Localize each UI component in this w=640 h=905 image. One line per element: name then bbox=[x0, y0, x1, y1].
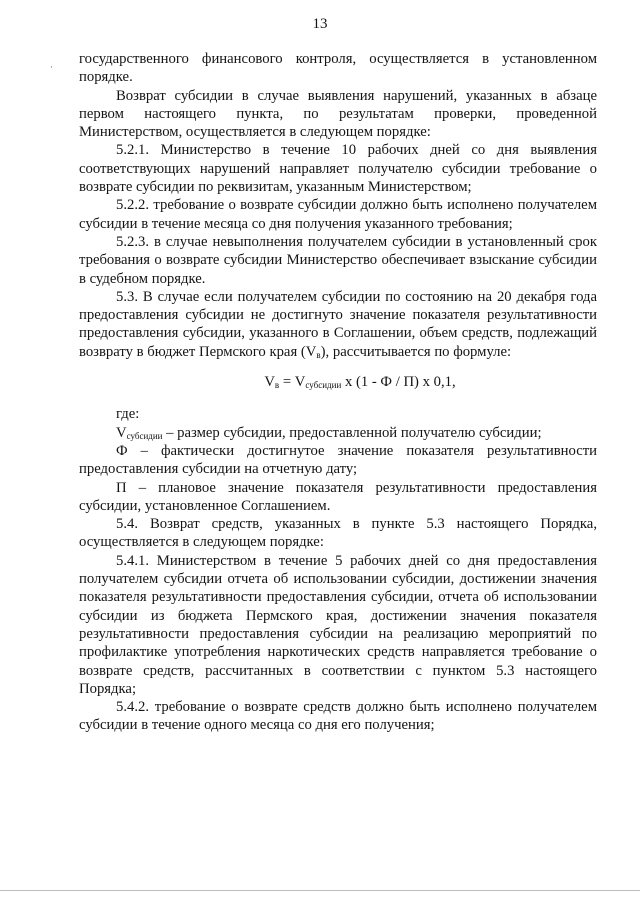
where-label: где: bbox=[116, 406, 140, 423]
scan-mark: · bbox=[50, 62, 53, 72]
formula-v: V bbox=[264, 374, 275, 391]
formula bbox=[79, 373, 597, 391]
paragraph-5-3-text: 5.3. В случае если получателем субсидии по состоянию на 20 декабря года предоставления субсидии не достигнуто значение показателя результативности предоставления субсидии, указанного в Соглашении, объем средств, подлежащий возврату в бюджет Пермского края (V bbox=[79, 288, 597, 360]
paragraph-5-4-2: 5.4.2. требование о возврате средств должно быть исполнено получателем субсидии в течение одного месяца со дня его получения; bbox=[79, 699, 597, 734]
paragraph-continuation: государственного финансового контроля, осуществляется в установленном порядке. bbox=[79, 51, 597, 86]
document-body bbox=[79, 50, 597, 735]
paragraph-5-3 bbox=[79, 288, 597, 361]
paragraph-5-2-3: 5.2.3. в случае невыполнения получателем субсидии в установленный срок требования о возврате субсидии Министерство обеспечивает взыскание субсидии в судебном порядке. bbox=[79, 233, 597, 287]
formula-rest: x (1 - Ф / П) x 0,1, bbox=[341, 374, 456, 391]
paragraph-5-4-1: 5.4.1. Министерством в течение 5 рабочих дней со дня предоставления получателем субсидии отчета об использовании субсидии, достижении значения показателя результативности предоставления субсидии, отчета об использовании субсидии из бюджета Пермского края, достижении значения показателя результативности предоставления субсидии на реализацию мероприятий по профилактике употребления наркотических средств направляется требование о возврате средств, рассчитанных в соответствии с пунктом 5.3 настоящего Порядка; bbox=[79, 552, 597, 697]
definition-phi: Ф – фактически достигнутое значение показателя результативности предоставления субсидии на отчетную дату; bbox=[79, 442, 597, 478]
formula-subsidy-sub: субсидии bbox=[305, 380, 342, 391]
definition-v-text: – размер субсидии, предоставленной получателю субсидии; bbox=[162, 424, 542, 441]
definition-v-letter: V bbox=[116, 424, 127, 441]
definition-v bbox=[79, 424, 597, 442]
paragraph-5-2-1: 5.2.1. Министерство в течение 10 рабочих дней со дня выявления соответствующих нарушений направляет получателю субсидии требование о возврате субсидии по реквизитам, указанным Министерством; bbox=[79, 142, 597, 196]
paragraph-return-procedure: Возврат субсидии в случае выявления нарушений, указанных в абзаце первом настоящего пункта, по результатам проверки, проведенной Министерством, осуществляется в следующем порядке: bbox=[79, 87, 597, 141]
page-bottom-edge bbox=[0, 890, 640, 891]
definition-pi: П – плановое значение показателя результативности предоставления субсидии, установленное Соглашением. bbox=[79, 479, 597, 514]
paragraph-5-4: 5.4. Возврат средств, указанных в пункте 5.3 настоящего Порядка, осуществляется в следующем порядке: bbox=[79, 516, 597, 551]
page-number: 13 bbox=[312, 16, 328, 32]
formula-eq: = V bbox=[279, 374, 306, 391]
paragraph-5-2-2: 5.2.2. требование о возврате субсидии должно быть исполнено получателем субсидии в течение месяца со дня получения указанного требования; bbox=[79, 197, 597, 232]
formula-v-sub: в bbox=[274, 380, 280, 391]
v-subscript: в bbox=[316, 349, 321, 360]
definition-v-sub: субсидии bbox=[126, 430, 163, 441]
paragraph-5-3-tail: ), рассчитывается по формуле: bbox=[320, 343, 512, 360]
